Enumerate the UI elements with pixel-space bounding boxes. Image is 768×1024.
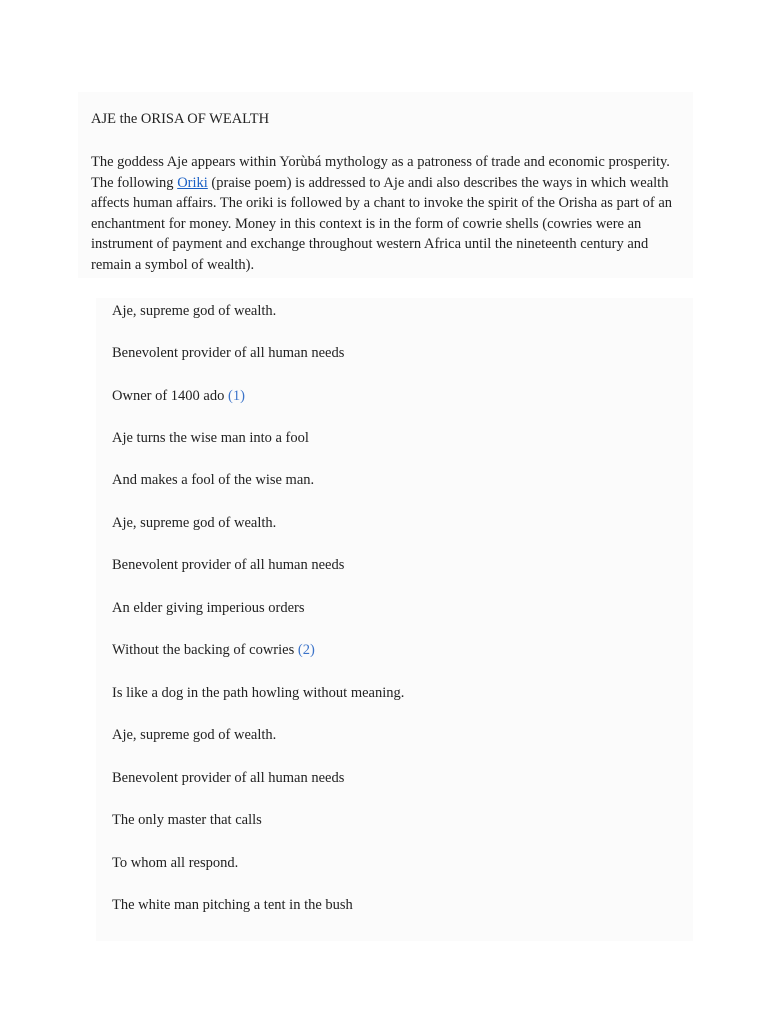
- poem-line: [112, 895, 353, 915]
- poem-line: [112, 470, 314, 490]
- poem-line: [112, 810, 262, 830]
- poem-line-text: An elder giving imperious orders: [112, 600, 305, 616]
- poem-line: [112, 853, 238, 873]
- poem-line: [112, 428, 309, 448]
- poem-line: [112, 725, 276, 745]
- poem-line-text: Aje, supreme god of wealth.: [112, 727, 277, 743]
- poem-line-text: Aje, supreme god of wealth.: [112, 303, 277, 319]
- footnote-link-1[interactable]: (1): [227, 388, 245, 404]
- intro-section: [78, 92, 693, 278]
- poem-line-text: The only master that calls: [112, 812, 262, 828]
- intro-text-after-link: (praise poem) is addressed to Aje andi also describes the ways in which wealth affects human affairs. The oriki is followed by a chant to invoke the spirit of the Orisha as part of an enchantment for money. Money in this context is in the form of cowrie shells (cowries were an instrument of payment and exchange throughout western Africa until the nineteenth century and remain a symbol of wealth).: [91, 174, 673, 273]
- poem-line: [112, 640, 315, 660]
- intro-paragraph: [91, 152, 687, 276]
- poem-line: [112, 386, 245, 406]
- poem-line: [112, 343, 344, 363]
- poem-line-text: Benevolent provider of all human needs: [112, 345, 345, 361]
- poem-line: [112, 683, 404, 703]
- poem-line-text: And makes a fool of the wise man.: [112, 472, 315, 488]
- poem-line: [112, 513, 276, 533]
- footnote-link-2[interactable]: (2): [297, 642, 315, 658]
- poem-line: [112, 598, 305, 618]
- poem-line-text: Aje, supreme god of wealth.: [112, 515, 277, 531]
- poem-line-text: Benevolent provider of all human needs: [112, 770, 345, 786]
- poem-line-text: Without the backing of cowries: [112, 642, 298, 658]
- poem-line-text: Is like a dog in the path howling without meaning.: [112, 685, 405, 701]
- oriki-link[interactable]: Oriki: [177, 174, 208, 191]
- poem-line-text: To whom all respond.: [112, 855, 239, 871]
- page-title: AJE the ORISA OF WEALTH: [91, 111, 270, 127]
- poem-line-text: The white man pitching a tent in the bush: [112, 897, 353, 913]
- poem-section: [96, 298, 693, 941]
- poem-line: [112, 555, 344, 575]
- intro-text-before-link: The goddess Aje appears within Yorùbá mythology as a patroness of trade and economic prosperity. The following: [91, 154, 670, 191]
- poem-line: [112, 301, 276, 321]
- poem-line: [112, 768, 344, 788]
- poem-line-text: Benevolent provider of all human needs: [112, 557, 345, 573]
- poem-line-text: Owner of 1400 ado: [112, 388, 228, 404]
- poem-line-text: Aje turns the wise man into a fool: [112, 430, 309, 446]
